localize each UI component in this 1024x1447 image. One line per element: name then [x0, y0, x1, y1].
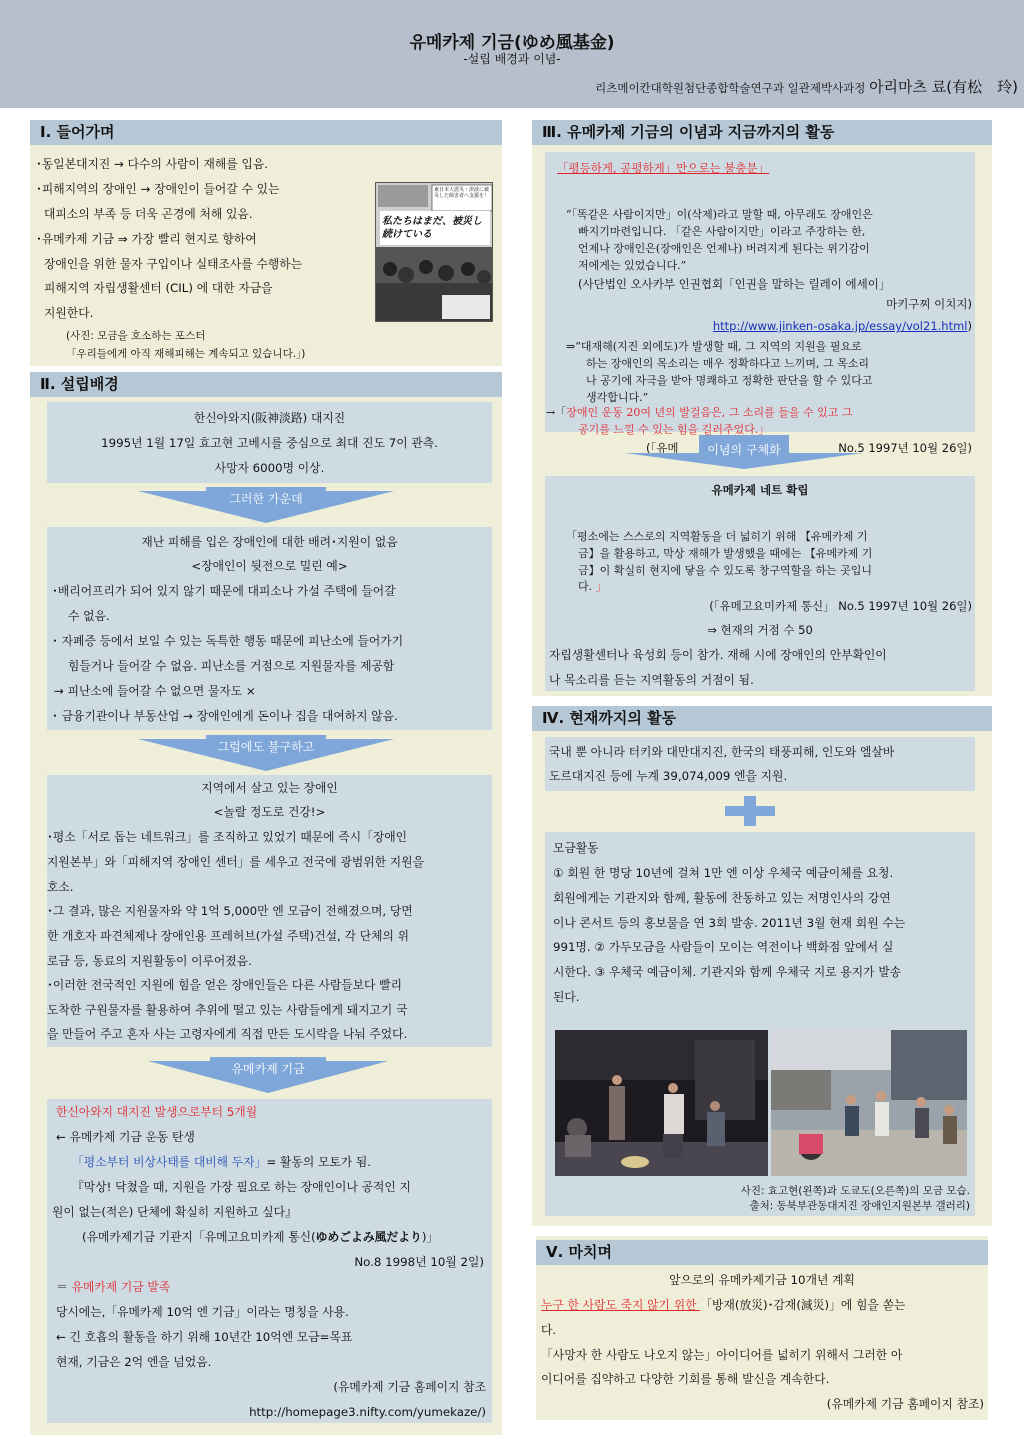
- s2-box4-line-5: 원이 없는(적은) 단체에 확실히 지원하고 싶다』: [52, 1205, 297, 1219]
- s2-box2-line-5: ･ 자폐증 등에서 보일 수 있는 독특한 행동 때문에 피난소에 들어가기: [52, 634, 404, 648]
- s3-box2-p2: 금】을 활용하고, 막상 재해가 발생했을 때에는 【유메카제 기: [578, 547, 873, 560]
- s5-line-6: (유메카제 기금 홈페이지 참조): [826, 1397, 984, 1411]
- section-1-heading: Ⅰ. 들어가며: [30, 120, 502, 145]
- s2-arrow-3-label: 유메카제 기금: [231, 1062, 305, 1076]
- p4-close: 」: [595, 580, 607, 593]
- s2-box1-line-2: 1995년 1월 17일 효고현 고베시를 중심으로 최대 진도 7이 관측.: [101, 436, 438, 450]
- s2-box4-line-6: [82, 1225, 438, 1250]
- hyogo-fundraising-photo: [555, 1030, 768, 1176]
- s5-line-2-rest: 「방재(放災)･감재(減災)」에 힘을 쏟는: [700, 1298, 906, 1312]
- page-subtitle: -설립 배경과 이념-: [463, 52, 561, 66]
- s2-box3-line-11: 을 만들어 주고 혼자 사는 고령자에게 직접 만든 도시락을 나눠 주었다.: [47, 1027, 408, 1041]
- s5-line-3: 다.: [541, 1323, 557, 1337]
- s3-arrow-1-label: 이념의 구체화: [707, 443, 781, 457]
- fund-motto-note: = 활동의 모토가 됨.: [266, 1155, 372, 1169]
- s2-box4-line-12: (유메카제 기금 홈페이지 참조: [333, 1380, 486, 1394]
- s3-box2-title: 유메카제 네트 확립: [711, 483, 809, 497]
- s4-box2-line-6: 시한다. ③ 우체국 예금이체. 기관지와 함께 우체국 지로 용지가 발송: [553, 965, 902, 979]
- fundraising-poster-image: [375, 182, 493, 322]
- section-5-heading: Ⅴ. 마치며: [536, 1240, 988, 1265]
- s4-box2-line-3: 회원에게는 기관지와 함께, 활동에 찬동하고 있는 저명인사의 강연: [553, 891, 891, 905]
- fund-motto: 「평소부터 비상사태를 대비해 두자」: [72, 1155, 267, 1169]
- s4-box1-line-1: 국내 뿐 아니라 터키와 대만대지진, 한국의 태풍피해, 인도와 엘살바: [549, 745, 895, 759]
- s1-line-7: 지원한다.: [44, 306, 94, 320]
- arrow-quote-open: →「: [546, 406, 567, 419]
- s2-box3-line-6: ･그 결과, 많은 지원물자와 약 1억 5,000만 엔 모금이 전해졌으며, 당면: [47, 904, 413, 918]
- s2-box3-line-3: ･평소「서로 돕는 네트워크」를 조직하고 있었기 때문에 즉시「장애인: [47, 830, 408, 844]
- s2-box4-line-8: [56, 1275, 170, 1300]
- s2-box2-line-8: ･ 금융기관이나 부동산업 → 장애인에게 돈이나 집을 대여하지 않음.: [52, 709, 398, 723]
- s3-quote-3: 언제나 장애인은(장애인은 언제나) 버려지게 된다는 위기감이: [578, 242, 870, 255]
- newsletter-japanese: ゆめごよみ風だより: [315, 1230, 422, 1244]
- plus-icon: [725, 796, 775, 826]
- s2-box3-line-2: <놀랄 정도로 건강!>: [213, 805, 326, 819]
- tokyo-fundraising-photo: [771, 1030, 967, 1176]
- newsletter-close: )」: [421, 1230, 439, 1244]
- s1-line-5: 장애인을 위한 물자 구입이나 실태조사를 수행하는: [44, 257, 303, 271]
- s2-arrow-3: [148, 1057, 388, 1093]
- s3-arrow-1: [625, 435, 863, 469]
- s3-reply-3: 나 공기에 자극을 받아 명쾌하고 정확한 판단을 할 수 있다고: [586, 374, 873, 387]
- s2-box3-line-7: 한 개호자 파견체제나 장애인용 프레허브(가설 주택)건설, 각 단체의 위: [47, 929, 410, 943]
- s2-box2-line-1: 재난 피해를 입은 장애인에 대한 배려･지원이 없음: [141, 535, 398, 549]
- s2-box1-line-1: 한신아와지(阪神淡路) 대지진: [193, 411, 346, 425]
- s2-box3-line-4: 지원본부」와「피해지역 장애인 센터」를 세우고 전국에 광범위한 지원을: [47, 855, 424, 869]
- s2-box3-line-9: ･이러한 전국적인 지원에 힘을 얻은 장애인들은 다른 사람들보다 빨리: [47, 978, 402, 992]
- s3-source-url-line: [713, 318, 972, 335]
- s2-box2-line-3: ･배리어프리가 되어 있지 않기 때문에 대피소나 가설 주택에 들어갈: [52, 584, 396, 598]
- s4-box2-line-2: ① 회원 한 명당 10년에 걸쳐 1만 엔 이상 우체국 예금이체를 요청.: [553, 866, 894, 880]
- equals-sign: ＝: [56, 1280, 72, 1294]
- s1-line-4: ･유메카제 기금 ⇒ 가장 빨리 현지로 향하여: [36, 232, 257, 246]
- s4-photo-caption-2: 출처: 동북부관동대지진 장애인지원본부 갤러리): [749, 1200, 970, 1212]
- fund-launch: 유메카제 기금 발족: [71, 1280, 171, 1294]
- author-name: 아리마츠 료: [869, 78, 947, 96]
- s5-line-1: 앞으로의 유메카제기금 10개년 계획: [669, 1273, 855, 1287]
- s3-box2-base-count: ⇒ 현재의 거점 수 50: [707, 623, 813, 637]
- page-title: 유메카제 기금(ゆめ風基金): [409, 33, 615, 53]
- s5-line-4: 「사망자 한 사람도 나오지 않는」아이디어를 넓히기 위해서 그러한 아: [541, 1348, 903, 1362]
- s2-arrow-2-label: 그럼에도 불구하고: [217, 740, 315, 754]
- s4-box1-line-2: 도르대지진 등에 누계 39,074,009 엔을 지원.: [549, 769, 788, 783]
- s3-box1-title: 「평등하게, 공평하게」만으로는 불충분」: [557, 161, 770, 175]
- s2-box4-line-3: [72, 1150, 371, 1175]
- s2-box3-line-5: 호소.: [47, 880, 74, 894]
- s3-box2-p4: [578, 578, 607, 595]
- s1-line-1: ･동일본대지진 → 다수의 사람이 재해를 입음.: [36, 157, 269, 171]
- s3-box2-p3: 금】이 확실히 현지에 닿을 수 있도록 창구역할을 하는 곳입니: [578, 564, 872, 577]
- section-3-heading: Ⅲ. 유메카제 기금의 이념과 지금까지의 활동: [532, 120, 992, 145]
- s2-box4-line-1: 한신아와지 대지진 발생으로부터 5개월: [56, 1105, 258, 1119]
- s2-box1-line-3: 사망자 6000명 이상.: [214, 461, 325, 475]
- author-kanji: (有松 玲): [946, 78, 1018, 96]
- s5-line-2: [541, 1293, 905, 1318]
- s2-box2-line-2: <장애인이 뒷전으로 밀린 예>: [191, 559, 348, 573]
- author-line: [595, 76, 1018, 97]
- section-2-heading: Ⅱ. 설립배경: [30, 372, 502, 397]
- newsletter-ref: (유메카제기금 기관지「유메고요미카제 통신(: [82, 1230, 316, 1244]
- s3-reply-4: 생각합니다.”: [586, 391, 649, 404]
- s3-box2-line-2: 자립생활센터나 육성회 등이 참가. 재해 시에 장애인의 안부확인이: [549, 648, 887, 662]
- essay-link[interactable]: http://www.jinken-osaka.jp/essay/vol21.html: [712, 319, 968, 333]
- p4-text: 다.: [578, 580, 593, 593]
- s3-cite-left: (「유메: [646, 441, 679, 455]
- s2-box3-line-10: 도착한 구원물자를 활용하여 추위에 떨고 있는 사람들에게 돼지고기 국: [47, 1003, 408, 1017]
- s3-quote-4: 저에게는 있었습니다.”: [578, 259, 687, 272]
- s5-emphasis: 누구 한 사람도 죽지 않기 위한: [541, 1298, 701, 1312]
- section-4-heading: Ⅳ. 현재까지의 활동: [532, 706, 992, 731]
- s2-box2-line-6: 힘들거나 들어갈 수 없음. 피난소를 거점으로 지원물자를 제공함: [68, 659, 395, 673]
- s2-arrow-1: [138, 487, 394, 523]
- poster-graphic: [376, 183, 493, 322]
- s3-cite-right: No.5 1997년 10월 26일): [838, 441, 972, 455]
- s2-box2-line-4: 수 없음.: [68, 609, 110, 623]
- s2-arrow-2: [138, 735, 394, 771]
- author-affiliation: 리츠메이칸대학원첨단종합학술연구과 일관제박사과정: [595, 81, 870, 95]
- s1-caption-1: (사진: 모금을 호소하는 포스터: [66, 330, 206, 342]
- s3-reply-1: ⇒“대재해(지진 외에도)가 발생할 때, 그 지역의 지원을 필요로: [566, 340, 862, 353]
- s1-line-3: 대피소의 부족 등 더욱 곤경에 처해 있음.: [44, 207, 253, 221]
- s3-highlight-2: 공기를 느낄 수 있는 힘을 길러주었다.」: [578, 423, 770, 436]
- s3-quote-1: “「똑같은 사람이지만」이(삭제)라고 말할 때, 아무래도 장애인은: [566, 208, 873, 221]
- s3-quote-2: 빠지기마련입니다. 「같은 사람이지만」이라고 주장하는 한,: [578, 225, 866, 238]
- s2-box4-line-9: 당시에는,「유메카제 10억 엔 기금」이라는 명칭을 사용.: [56, 1305, 349, 1319]
- s4-photo-caption-1: 사진: 효고현(왼쪽)과 도쿄도(오른쪽)의 모금 모습.: [740, 1185, 970, 1197]
- s4-box2-line-4: 이나 콘서트 등의 홍보물을 연 3회 발송. 2011년 3월 현재 회원 수는: [553, 916, 906, 930]
- s2-box4-line-2: ← 유메카제 기금 운동 탄생: [56, 1130, 195, 1144]
- s2-box3-line-8: 로금 등, 동료의 지원활동이 이루어졌음.: [47, 954, 252, 968]
- s2-box2-line-7: → 피난소에 들어갈 수 없으면 물자도 ×: [54, 684, 256, 698]
- s1-caption-2: 「우리들에게 아직 재해피해는 계속되고 있습니다.」): [66, 348, 306, 360]
- s5-line-5: 이디어를 집약하고 다양한 기회를 통해 발신을 계속한다.: [541, 1372, 830, 1386]
- s1-line-6: 피해지역 자립생활센터 (CIL) 에 대한 자금을: [44, 281, 273, 295]
- s3-box2-cite: (「유메고요미카제 통신」 No.5 1997년 10월 26일): [709, 599, 972, 613]
- poster-main-text: 私たちはまだ、被災し続けている: [382, 216, 482, 240]
- s2-arrow-1-label: 그러한 가운데: [229, 492, 303, 506]
- s4-box2-line-5: 991명. ② 가두모금을 사람들이 모이는 역전이나 백화점 앞에서 실: [553, 940, 894, 954]
- s1-line-2: ･피해지역의 장애인 → 장애인이 들어갈 수 있는: [36, 182, 280, 196]
- s2-box4-line-10: ← 긴 호흡의 활동을 하기 위해 10년간 10억엔 모금=목표: [56, 1330, 353, 1344]
- s2-box3-line-1: 지역에서 살고 있는 장애인: [201, 781, 338, 795]
- s4-box2-line-7: 된다.: [553, 990, 580, 1004]
- essay-link-close: ): [967, 319, 972, 333]
- s2-box4-line-11: 현재, 기금은 2억 엔을 넘었음.: [56, 1355, 212, 1369]
- fund-homepage-url[interactable]: http://homepage3.nifty.com/yumekaze/): [249, 1405, 486, 1419]
- s3-source-2: 마키구찌 이치지): [886, 297, 972, 311]
- s3-highlight-1: 장애인 운동 20여 년의 발걸음은, 그 소리를 들을 수 있고 그: [566, 406, 853, 419]
- poster-top-text: 東日本大震災・津波に被災した障害者へ支援を！: [434, 187, 490, 199]
- s3-reply-2: 하는 장애인의 목소리는 매우 정확하다고 느끼며, 그 목소리: [586, 357, 869, 370]
- s4-box2-line-1: 모금활동: [553, 841, 599, 855]
- s3-box2-line-3: 나 목소리를 듣는 지역활동의 거점이 됨.: [549, 673, 754, 687]
- s3-reply-5: [546, 404, 852, 421]
- s3-source-1: (사단법인 오사카부 인권협회「인권을 말하는 릴레이 에세이」: [578, 277, 891, 291]
- s2-box4-line-7: No.8 1998년 10월 2일): [354, 1255, 484, 1269]
- s3-box2-p1: 「평소에는 스스로의 지역활동을 더 넓히기 위해 【유메카제 기: [566, 530, 868, 543]
- s2-box4-line-4: 『막상! 닥쳤을 때, 지원을 가장 필요로 하는 장애인이나 공적인 지: [72, 1180, 411, 1194]
